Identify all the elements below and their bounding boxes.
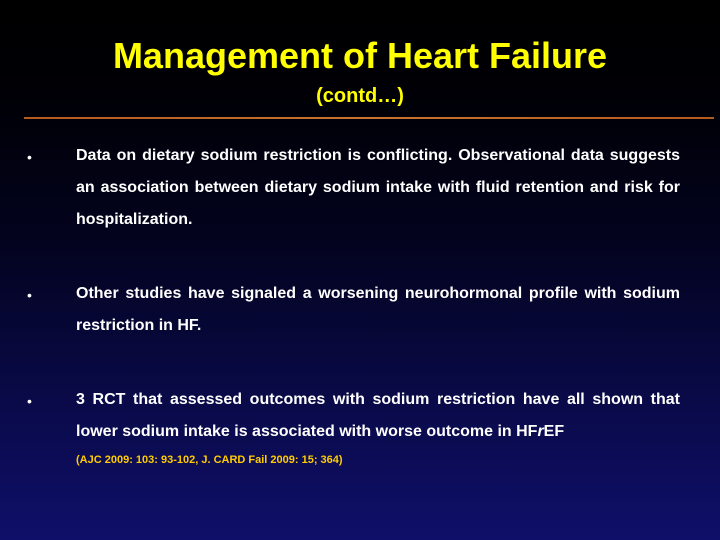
title-divider bbox=[24, 117, 714, 119]
bullet-marker: • bbox=[27, 149, 32, 165]
bullet-text: Other studies have signaled a worsening neurohormonal profile with sodium restriction in HF. bbox=[76, 285, 680, 334]
bullet-text-main: 3 RCT that assessed outcomes with sodium restriction have all shown that lower sodium intake is associated with worse outcome in HF bbox=[76, 391, 680, 440]
bullet-text-suffix: EF bbox=[543, 423, 565, 440]
bullet-marker: • bbox=[27, 393, 32, 409]
bullet-text-italic: r bbox=[537, 423, 544, 440]
bullet-text: Data on dietary sodium restriction is conflicting. Observational data suggests an association between dietary sodium intake with fluid retention and risk for hospitalization. bbox=[76, 147, 680, 228]
bullet-text bbox=[76, 384, 680, 448]
bullet-marker: • bbox=[27, 287, 32, 303]
slide-subtitle: (contd…) bbox=[316, 85, 404, 107]
reference-citation: (AJC 2009: 103: 93-102, J. CARD Fail 2009: 15; 364) bbox=[76, 454, 343, 466]
slide-title: Management of Heart Failure bbox=[112, 35, 608, 76]
